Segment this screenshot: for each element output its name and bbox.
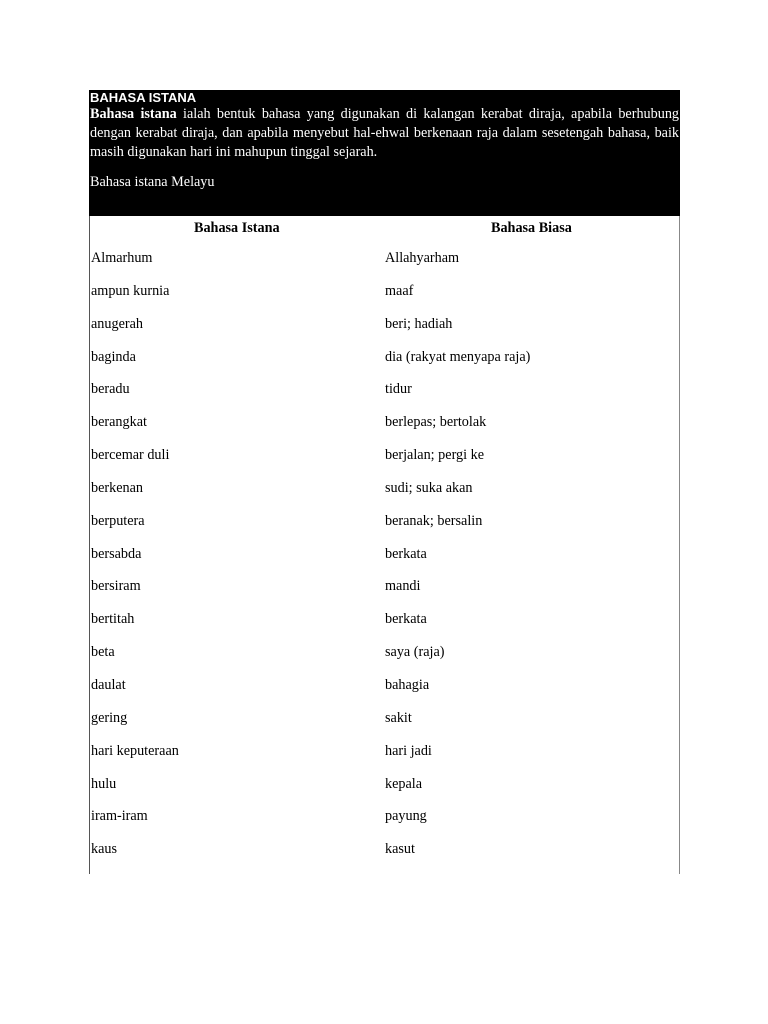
cell-bahasa-biasa: saya (raja): [385, 644, 445, 661]
cell-bahasa-biasa: sakit: [385, 709, 412, 726]
cell-bahasa-istana: daulat: [91, 676, 126, 693]
table-row: [90, 511, 679, 544]
table-row: [90, 281, 679, 314]
cell-bahasa-istana: iram-iram: [91, 808, 148, 825]
table-row: [90, 741, 679, 774]
table-row: [90, 774, 679, 807]
cell-bahasa-biasa: hari jadi: [385, 742, 432, 759]
table-row: [90, 708, 679, 741]
cell-bahasa-biasa: mandi: [385, 578, 421, 595]
column-header-biasa: Bahasa Biasa: [491, 220, 572, 236]
table-row: [90, 642, 679, 675]
table-row: [90, 544, 679, 577]
cell-bahasa-istana: anugerah: [91, 315, 143, 332]
cell-bahasa-istana: bersabda: [91, 545, 142, 562]
table-row: [90, 576, 679, 609]
cell-bahasa-biasa: berkata: [385, 545, 427, 562]
cell-bahasa-biasa: kepala: [385, 775, 423, 792]
table-row: [90, 445, 679, 478]
intro-bold-term: Bahasa istana: [90, 106, 177, 122]
table-row: [90, 347, 679, 380]
cell-bahasa-biasa: maaf: [385, 282, 414, 299]
intro-text: ialah bentuk bahasa yang digunakan di kalangan kerabat diraja, apabila berhubung dengan kerabat diraja, dan apabila menyebut hal-ehwal berkenaan raja dalam sesetengah bahasa, baik masih digunakan hari ini mahupun tinggal sejarah.: [90, 106, 680, 160]
cell-bahasa-biasa: berkata: [385, 611, 427, 628]
table-body: [90, 248, 679, 872]
intro-paragraph: [90, 105, 679, 162]
cell-bahasa-biasa: beranak; bersalin: [385, 512, 483, 529]
cell-bahasa-biasa: tidur: [385, 381, 412, 398]
table-row: [90, 839, 679, 872]
table-row: [90, 609, 679, 642]
cell-bahasa-istana: berangkat: [91, 414, 147, 431]
table-header: [90, 216, 679, 246]
column-header-istana: Bahasa Istana: [194, 220, 280, 236]
cell-bahasa-biasa: payung: [385, 808, 427, 825]
cell-bahasa-biasa: berlepas; bertolak: [385, 414, 487, 431]
cell-bahasa-biasa: berjalan; pergi ke: [385, 447, 485, 464]
table-row: [90, 478, 679, 511]
cell-bahasa-biasa: Allahyarham: [385, 250, 460, 266]
table-row: [90, 806, 679, 839]
cell-bahasa-biasa: kasut: [385, 841, 415, 858]
cell-bahasa-istana: ampun kurnia: [91, 282, 170, 299]
cell-bahasa-istana: baginda: [91, 348, 136, 365]
table-row: [90, 412, 679, 445]
cell-bahasa-biasa: beri; hadiah: [385, 315, 453, 332]
cell-bahasa-istana: Almarhum: [91, 250, 153, 266]
cell-bahasa-istana: gering: [91, 709, 128, 726]
header-box: [89, 90, 680, 216]
cell-bahasa-istana: beradu: [91, 381, 130, 398]
table-row: [90, 675, 679, 708]
document-title: BAHASA ISTANA: [90, 90, 197, 105]
cell-bahasa-istana: bersiram: [91, 578, 141, 595]
cell-bahasa-istana: bercemar duli: [91, 447, 170, 464]
cell-bahasa-biasa: sudi; suka akan: [385, 479, 473, 496]
cell-bahasa-istana: berputera: [91, 512, 145, 529]
table-row: [90, 248, 679, 281]
cell-bahasa-istana: hari keputeraan: [91, 742, 179, 759]
cell-bahasa-istana: berkenan: [91, 479, 143, 496]
table-row: [90, 314, 679, 347]
cell-bahasa-biasa: dia (rakyat menyapa raja): [385, 348, 531, 365]
cell-bahasa-istana: beta: [91, 644, 115, 661]
vocabulary-table: [89, 216, 680, 874]
table-row: [90, 379, 679, 412]
cell-bahasa-biasa: bahagia: [385, 676, 430, 693]
cell-bahasa-istana: bertitah: [91, 611, 135, 628]
subheading: Bahasa istana Melayu: [90, 174, 215, 190]
cell-bahasa-istana: kaus: [91, 841, 118, 858]
cell-bahasa-istana: hulu: [91, 775, 117, 792]
